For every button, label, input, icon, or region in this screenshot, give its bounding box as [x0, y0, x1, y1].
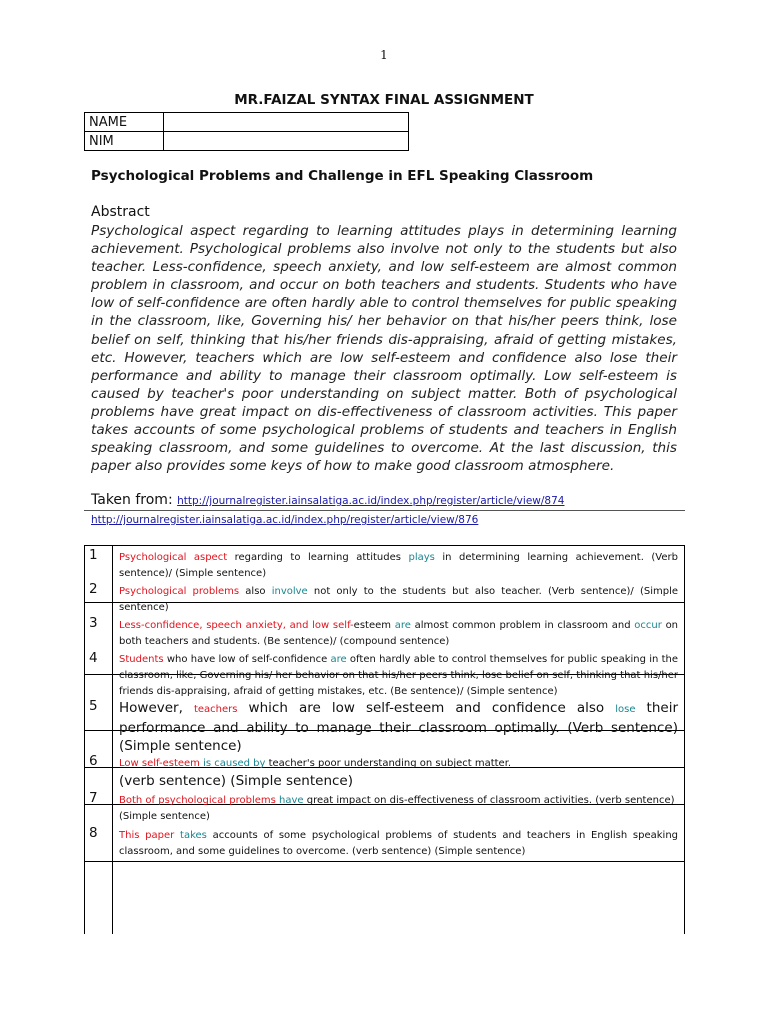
verb-highlight: are [330, 654, 347, 665]
table-column-divider [112, 545, 113, 934]
sentence-text: esteem [353, 620, 395, 631]
row-number: 2 [89, 581, 98, 597]
sentence-analysis [119, 756, 678, 772]
subject-highlight: Both of psychological problems [119, 795, 276, 806]
sentence-text: However, [119, 700, 194, 716]
name-row [85, 113, 409, 132]
abstract-heading: Abstract [91, 204, 150, 220]
verb-highlight: have [279, 795, 304, 806]
row-number: 8 [89, 825, 98, 841]
row-number: 6 [89, 753, 98, 769]
subject-highlight: Psychological problems [119, 586, 240, 597]
verb-highlight: takes [180, 830, 207, 841]
document-title: MR.FAIZAL SYNTAX FINAL ASSIGNMENT [234, 92, 534, 108]
row-number: 3 [89, 615, 98, 631]
sentence-text: not only to the students but also teacher. (Verb sentence)/ (Simple sentence) [119, 586, 679, 613]
sentence-text: almost common problem in classroom and [410, 620, 635, 631]
sentence-text: regarding to learning attitudes [227, 552, 409, 563]
sentence-text: accounts of some psychological problems of students and teachers in English speaking classroom, and some guidelines to overcome. (verb sentence) (Simple sentence) [119, 830, 679, 857]
taken-from-label: Taken from: [91, 492, 173, 508]
verb-highlight: lose [615, 704, 636, 715]
row-number: 7 [89, 790, 98, 806]
page-number: 1 [380, 48, 388, 62]
subject-highlight: Low self-esteem [119, 758, 200, 769]
sentence-analysis [119, 793, 678, 809]
subject-highlight: Psychological aspect [119, 552, 228, 563]
table-border-right [684, 545, 685, 934]
verb-highlight: are [394, 620, 411, 631]
sentence-classification: (verb sentence) (Simple sentence) [119, 773, 354, 789]
row-border [84, 861, 685, 862]
subject-highlight: This paper [119, 830, 175, 841]
abstract-body: Psychological aspect regarding to learning attitudes plays in determining learning achievement. Psychological problems also involve not only to the students but also teacher. Less-confidence, speech anxiety, and low self-esteem are almost common problem in classroom, and occur on both teachers and students. Students who have low of self-confidence are often hardly able to control themselves for public speaking in the classroom, like, Governing his/ her behavior on that his/her peers think, lose belief on self, thinking that his/her friends dis-appraising, afraid of getting mistakes, etc. However, teachers which are low self-esteem and confidence also lose their performance and ability to manage their classroom optimally. Low self-esteem is caused by teacher's poor understanding on subject matter. Both of psychological problems have great impact on dis-effectiveness of classroom activities. This paper takes accounts of some psychological problems of students and teachers in English speaking classroom, and some guidelines to overcome. At the last discussion, this paper also provides some keys of how to make good classroom atmosphere. [91, 223, 677, 475]
row-number: 4 [89, 650, 98, 666]
subject-highlight: Less-confidence, speech anxiety, and low self- [119, 620, 354, 631]
sentence-analysis [119, 828, 678, 860]
nim-row [85, 132, 409, 151]
sentence-text: teacher's poor understanding on subject matter. [265, 758, 512, 769]
verb-highlight: is caused by [203, 758, 266, 769]
source-link-874[interactable]: http://journalregister.iainsalatiga.ac.id/index.php/register/article/view/874 [177, 495, 565, 507]
subject-highlight: teachers [193, 704, 238, 715]
row-number: 1 [89, 547, 98, 563]
source-link-876[interactable]: http://journalregister.iainsalatiga.ac.id/index.php/register/article/view/876 [91, 514, 479, 526]
sentence-text: who have low of self-confidence [163, 654, 331, 665]
verb-highlight: occur [634, 620, 662, 631]
sentence-analysis [119, 652, 678, 700]
sentence-text: also [239, 586, 272, 597]
table-border-left [84, 545, 85, 934]
sentence-analysis [119, 618, 678, 650]
sentence-classification: (Simple sentence) [119, 811, 210, 822]
sentence-text: their performance and ability to manage their classroom optimally. (Verb sentence) (Simple sentence) [119, 700, 679, 754]
sentence-text: often hardly able to control themselves for public speaking in the classroom, like, Governing his/ her behavior on that his/her peers think, lose belief on self, thinking that his/her friends dis-appraising, afraid of getting mistakes, etc. (Be sentence)/ (Simple sentence) [119, 654, 678, 697]
subject-highlight: Students [119, 654, 164, 665]
name-value [164, 113, 409, 132]
nim-label: NIM [85, 132, 164, 151]
sentence-text: great impact on dis-effectiveness of classroom activities. (verb sentence) [303, 795, 675, 806]
sentence-analysis [119, 699, 678, 755]
sentence-analysis [119, 550, 678, 582]
paper-title: Psychological Problems and Challenge in EFL Speaking Classroom [91, 168, 594, 184]
sentence-text: in determining learning achievement. (Verb sentence)/ (Simple sentence) [119, 552, 678, 579]
name-label: NAME [85, 113, 164, 132]
horizontal-rule [84, 510, 685, 511]
verb-highlight: plays [408, 552, 435, 563]
nim-value [164, 132, 409, 151]
row-number: 5 [89, 698, 98, 714]
source-line [91, 492, 564, 508]
sentence-analysis [119, 584, 678, 616]
sentence-text: on both teachers and students. (Be sentence)/ (compound sentence) [119, 620, 679, 647]
verb-highlight: involve [271, 586, 308, 597]
sentence-text: which are low self-esteem and confidence also [237, 700, 616, 716]
identity-table [84, 112, 409, 151]
row-border [84, 545, 685, 546]
